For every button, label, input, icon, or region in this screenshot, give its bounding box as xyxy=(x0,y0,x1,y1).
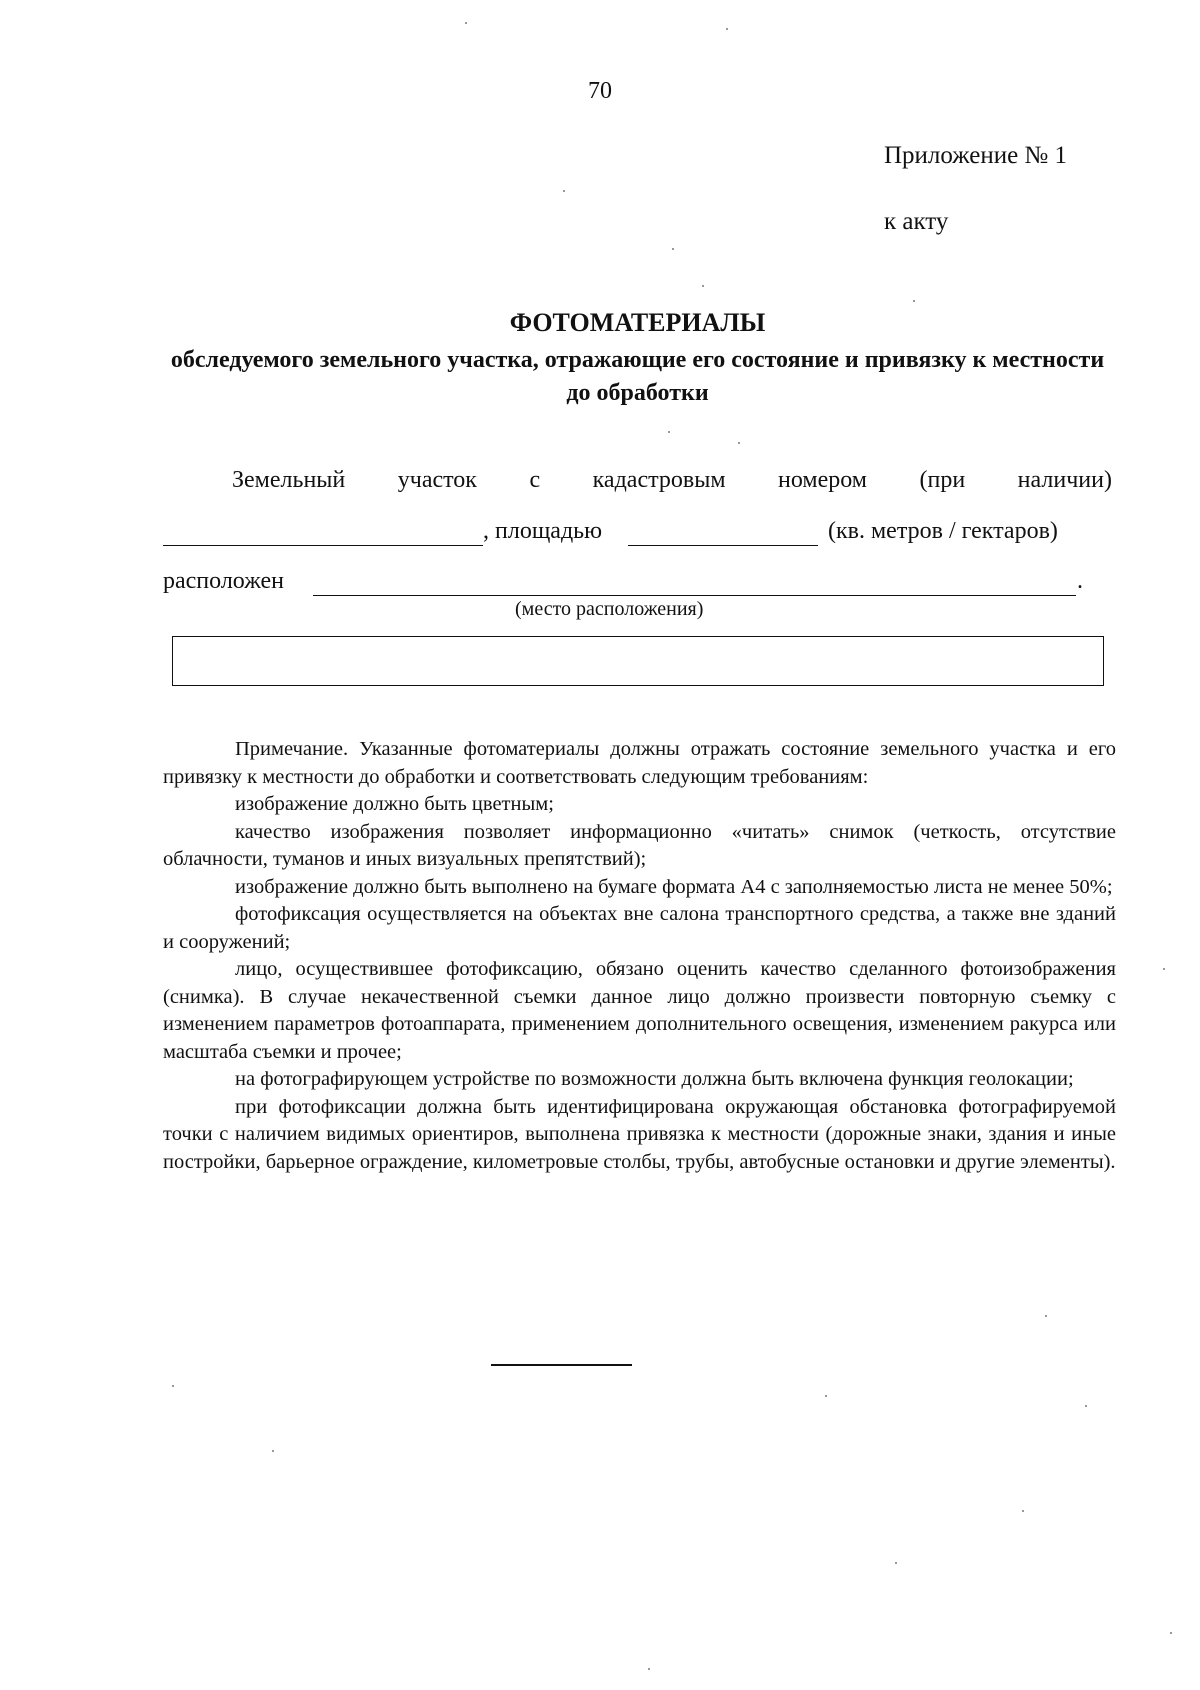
scan-speck xyxy=(726,28,728,30)
scan-speck xyxy=(563,190,565,192)
units-label: (кв. метров / гектаров) xyxy=(828,518,1058,544)
note-paragraph: при фотофиксации должна быть идентифицирована окружающая обстановка фотографируемой точки с наличием видимых ориентиров, выполнена привязка к местности (дорожные знаки, здания и иные постройки, барьерное ограждение, километровые столбы, трубы, автобусные остановки и другие элементы). xyxy=(163,1095,1116,1173)
scan-speck xyxy=(672,248,674,250)
note-paragraph: изображение должно быть цветным; xyxy=(235,793,554,815)
scan-speck xyxy=(1163,968,1165,970)
appendix-label: Приложение № 1 xyxy=(884,142,1068,169)
scan-speck xyxy=(272,1450,274,1452)
located-label: расположен xyxy=(163,568,284,594)
note-paragraph: лицо, осуществившее фотофиксацию, обязано оценить качество сделанного фотоизображения (снимка). В случае некачественной съемки данное лицо должно произвести повторную съемку с изменением параметров фотоаппарата, применением дополнительного освещения, изменением ракурса или масштаба съемки и прочее; xyxy=(163,958,1116,1063)
location-caption: (место расположения) xyxy=(515,598,704,620)
scan-speck xyxy=(913,300,915,302)
scan-speck xyxy=(1085,1405,1087,1407)
row1-word: (при xyxy=(919,467,966,493)
note-paragraph: качество изображения позволяет информационно «читать» снимок (четкость, отсутствие облачности, туманов и иных визуальных препятствий); xyxy=(163,820,1116,870)
scan-speck xyxy=(738,442,740,444)
scan-speck xyxy=(1170,1632,1172,1634)
scan-speck xyxy=(1022,1510,1024,1512)
cadastral-number-row xyxy=(232,467,1112,494)
scan-speck xyxy=(465,22,467,24)
row1-word: с xyxy=(529,467,541,493)
to-act-label: к акту xyxy=(884,208,949,235)
location-box[interactable] xyxy=(172,636,1104,686)
location-period: . xyxy=(1077,568,1083,594)
area-label: , площадью xyxy=(483,518,603,544)
cadastral-number-blank[interactable] xyxy=(163,545,483,546)
row1-word: Земельный xyxy=(232,467,346,493)
page-number: 70 xyxy=(588,78,612,104)
row1-word: наличии) xyxy=(1017,467,1112,493)
scan-speck xyxy=(648,1668,650,1670)
note-paragraph: фотофиксация осуществляется на объектах вне салона транспортного средства, а также вне зданий и сооружений; xyxy=(163,903,1116,953)
scan-speck xyxy=(825,1395,827,1397)
location-blank[interactable] xyxy=(313,595,1076,596)
note-block xyxy=(163,736,1116,1176)
note-paragraph: на фотографирующем устройстве по возможности должна быть включена функция геолокации; xyxy=(235,1068,1074,1090)
document-title: ФОТОМАТЕРИАЛЫ xyxy=(509,308,766,337)
scan-speck xyxy=(172,1385,174,1387)
document-subtitle: обследуемого земельного участка, отражающие его состояние и привязку к местности до обработки xyxy=(170,347,1105,406)
scan-speck xyxy=(1045,1315,1047,1317)
area-blank[interactable] xyxy=(628,545,818,546)
scan-speck xyxy=(702,285,704,287)
scan-speck xyxy=(668,431,670,433)
scan-speck xyxy=(895,1562,897,1564)
row1-word: кадастровым xyxy=(592,467,726,493)
row1-word: номером xyxy=(778,467,867,493)
note-paragraph: Примечание. Указанные фотоматериалы должны отражать состояние земельного участка и его привязку к местности до обработки и соответствовать следующим требованиям: xyxy=(163,738,1116,788)
end-divider xyxy=(491,1364,632,1366)
note-paragraph: изображение должно быть выполнено на бумаге формата А4 с заполняемостью листа не менее 50%; xyxy=(235,875,1113,898)
row1-word: участок xyxy=(397,467,477,493)
